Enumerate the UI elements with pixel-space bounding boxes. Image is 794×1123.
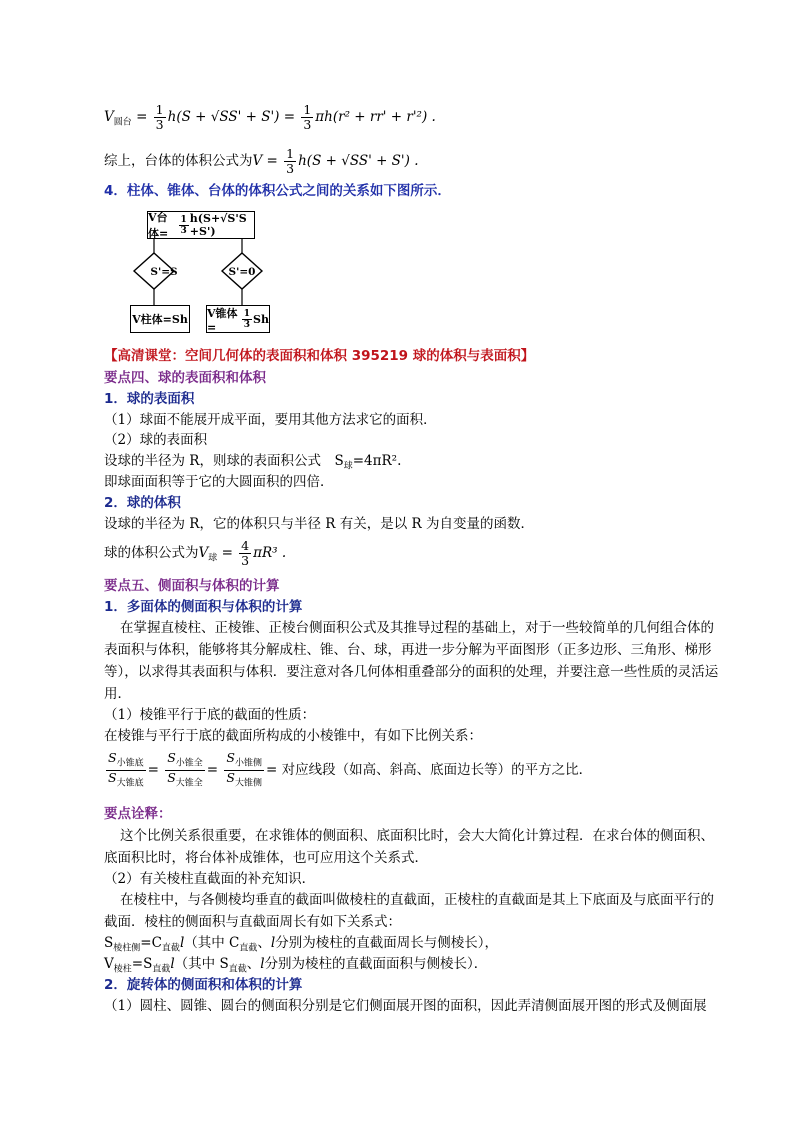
paragraph: 设球的半径为 R，则球的表面积公式 $S_球=4\pi R^2$. bbox=[104, 453, 402, 472]
paragraph-line: 截面．棱柱的侧面积与直截面周长有如下关系式： bbox=[104, 914, 401, 930]
fraction: $\frac{S_{小锥侧}}{S_{大锥侧}}$ bbox=[226, 749, 262, 789]
section-1-title: 1．球的表面积 bbox=[104, 391, 195, 407]
paragraph-line: 在掌握直棱柱、正棱锥、正棱台侧面积公式及其推导过程的基础上，对于一些较简单的几何组合体的 bbox=[120, 620, 714, 636]
fraction: $\frac{1}{3}$ bbox=[303, 102, 312, 132]
summary-formula: 综上，台体的体积公式为V = $\frac{1}{3}$ h(S + √SS' + S') . bbox=[104, 146, 419, 176]
hd-class-link[interactable]: 【高清课堂：空间几何体的表面积和体积 395219 球的体积与表面积】 bbox=[104, 348, 535, 364]
prism-volume-formula: $V_{棱柱}=S_{直截}l$（其中 $S_{直截}$、l分别为棱柱的直截面面积与侧棱长）． bbox=[104, 956, 488, 975]
paragraph-line: 在棱柱中，与各侧棱均垂直的截面叫做棱柱的直截面，正棱柱的直截面是其上下底面及与底面平行的 bbox=[120, 892, 714, 908]
sphere-volume-formula: 球的体积公式为$V_球$ = $\frac{4}{3}$ πR³ . bbox=[104, 538, 287, 568]
paragraph-line: 这个比例关系很重要，在求锥体的侧面积、底面积比时，会大大简化计算过程．在求台体的侧面积、 bbox=[120, 828, 714, 844]
prism-volume-box: V柱体=Sh bbox=[130, 305, 190, 333]
paragraph: （1）棱锥平行于底的截面的性质： bbox=[104, 707, 316, 723]
fraction: $\frac{S_{小锥底}}{S_{大锥底}}$ bbox=[108, 749, 144, 789]
point-5-heading: 要点五、侧面积与体积的计算 bbox=[104, 578, 280, 594]
paragraph: 设球的半径为 R，它的体积只与半径 R 有关，是以 R 为自变量的函数． bbox=[104, 516, 534, 532]
paragraph-line: （1）圆柱、圆锥、圆台的侧面积分别是它们侧面展开图的面积，因此弄清侧面展开图的形式及侧面展 bbox=[104, 998, 707, 1014]
section-2-title: 2．球的体积 bbox=[104, 495, 181, 511]
item-4-heading: 4．柱体、锥体、台体的体积公式之间的关系如下图所示． bbox=[104, 183, 451, 199]
fraction: $\frac{S_{小锥全}}{S_{大锥全}}$ bbox=[167, 749, 203, 789]
point-4-heading: 要点四、球的表面积和体积 bbox=[104, 370, 266, 386]
key-note-heading: 要点诠释： bbox=[104, 806, 172, 822]
pyramid-volume-box: V锥体= $\frac{1}{3}$ Sh bbox=[207, 306, 269, 334]
section-5-2-title: 2．旋转体的侧面积和体积的计算 bbox=[104, 977, 303, 993]
fraction: $\frac{4}{3}$ bbox=[241, 538, 250, 568]
fraction: $\frac{1}{3}$ bbox=[286, 146, 295, 176]
paragraph: （2）球的表面积 bbox=[104, 432, 208, 448]
fraction: $\frac{1}{3}$ bbox=[155, 102, 164, 132]
paragraph-line: 底面积比时，将台体补成锥体，也可应用这个关系式． bbox=[104, 850, 428, 866]
right-condition: S'=0 bbox=[228, 266, 256, 278]
ratio-formula: $\frac{S_{小锥底}}{S_{大锥底}}$ = $\frac{S_{小锥全}}{S_{大锥全}}$ = $\frac{S_{小锥侧}}{S_{大锥侧}}$ = 对应线段（如高、斜高、底面边长等）的平方之比． bbox=[108, 749, 593, 789]
frustum-volume-box: V台体= $\frac{1}{3}$ h(S+√S'S +S') bbox=[147, 211, 255, 239]
prism-lateral-formula: $S_{棱柱侧}=C_{直截}l$（其中 $C_{直截}$、l分别为棱柱的直截面周长与侧棱长）， bbox=[104, 935, 498, 954]
left-condition: S'=S bbox=[150, 266, 178, 278]
paragraph: 在棱锥与平行于底的截面所构成的小棱锥中，有如下比例关系： bbox=[104, 728, 482, 744]
paragraph-line: 用． bbox=[104, 686, 131, 702]
paragraph: （1）球面不能展开成平面，要用其他方法求它的面积． bbox=[104, 412, 437, 428]
paragraph: 即球面面积等于它的大圆面积的四倍． bbox=[104, 474, 334, 490]
paragraph-line: 表面积与体积，能够将其分解成柱、锥、台、球，再进一步分解为平面图形（正多边形、三角形、梯形 bbox=[104, 642, 712, 658]
paragraph-line: 等），以求得其表面积与体积．要注意对各几何体相重叠部分的面积的处理，并要注意一些性质的灵活运 bbox=[104, 664, 719, 680]
section-5-1-title: 1．多面体的侧面积与体积的计算 bbox=[104, 599, 303, 615]
frustum-volume-formula: $V_{圆台}$ = $\frac{1}{3}$ h(S + √SS' + S') = $\frac{1}{3}$ πh(r² + rr' + r'²) . bbox=[104, 102, 436, 132]
paragraph: （2）有关棱柱直截面的补充知识． bbox=[104, 871, 316, 887]
